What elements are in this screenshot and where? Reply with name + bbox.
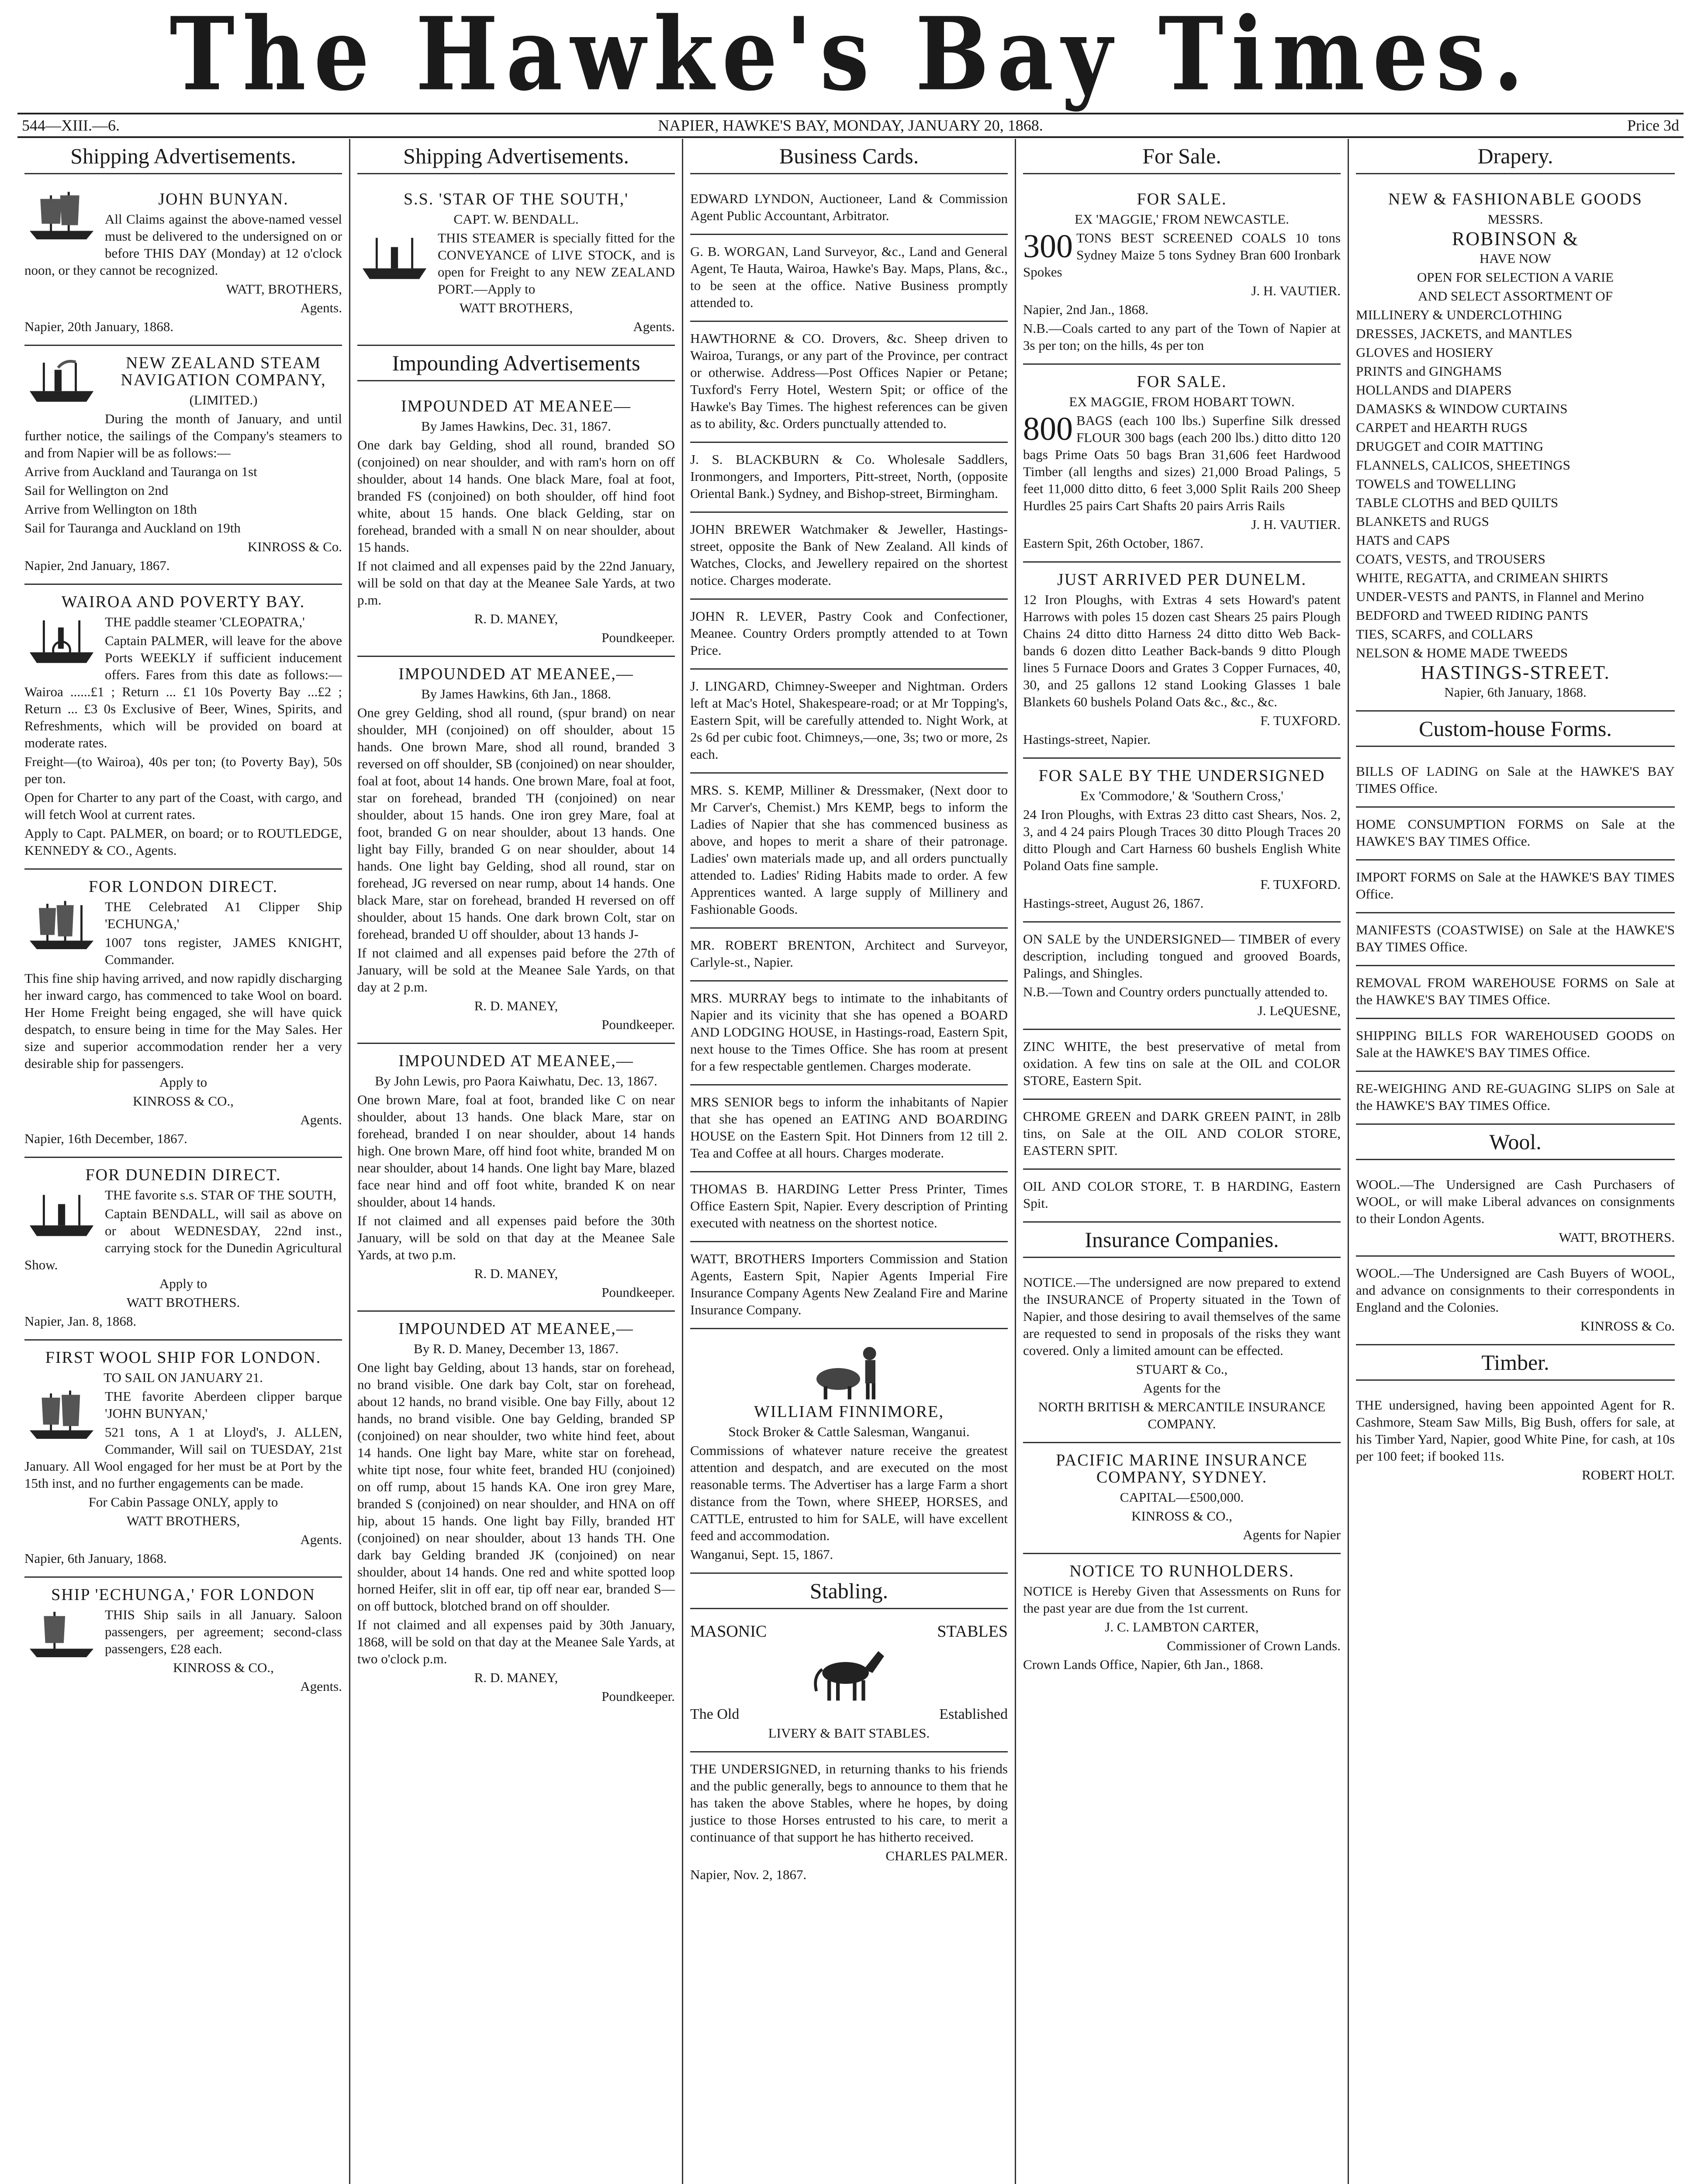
ad-signature: KINROSS & Co. (247, 539, 342, 554)
stables-row-1 (690, 1623, 1008, 1640)
ad-ship-name: THE favorite Aberdeen clipper barque 'JOHN BUNYAN,' (105, 1389, 342, 1421)
ad-body: THIS Ship sails in all January. Saloon passengers, per agreement; second-class passengers, £28 each. (105, 1607, 342, 1656)
drapery-item: FLANNELS, CALICOS, SHEETINGS (1356, 457, 1570, 473)
form-text: REMOVAL FROM WAREHOUSE FORMS on Sale at the HAWKE'S BAY TIMES Office. (1356, 975, 1675, 1007)
masthead-title: The Hawke's Bay Times. (169, 0, 1532, 114)
ad-line: Arrive from Wellington on 18th (24, 501, 197, 517)
ad-oil-color-store (1023, 1170, 1341, 1223)
ad-role: Agents for Napier (1243, 1527, 1341, 1542)
barque-icon (24, 1388, 99, 1444)
paddle-steamer-icon (24, 613, 99, 670)
ad-notice: If not claimed and all expenses paid before the 27th of January, will be sold at the Meanee Sale Yards, on that day at 2 p.m. (357, 945, 675, 995)
ad-dunelm (1023, 563, 1341, 759)
ad-role: Agents for the (1143, 1380, 1221, 1396)
ad-body: ON SALE by the UNDERSIGNED— TIMBER of every description, including tongued and grooved Boards, Palings, and Shingles. (1023, 931, 1341, 981)
ad-palmer-stables (690, 1752, 1008, 1893)
ad-title: JUST ARRIVED PER DUNELM. (1057, 570, 1307, 589)
ad-title: FOR SALE BY THE UNDERSIGNED (1038, 767, 1325, 785)
ad-role: Poundkeeper. (602, 630, 675, 645)
card-hawthorne (690, 322, 1008, 443)
ad-signature: R. D. MANEY, (474, 611, 558, 626)
ad-body: NOTICE is Hereby Given that Assessments on Runs for the past year are due from the 1st current. (1023, 1583, 1341, 1616)
dateline (17, 113, 1684, 138)
ad-role: Agents. (633, 319, 675, 334)
ad-body: One brown Mare, foal at foot, branded like C on near shoulder, about 13 hands. One black Mare, star on forehead, branded I on near shoulder, about 14 hands high. One brown Mare, off hind foot white, branded M on near shoulder, about 14 hands. One light bay Mare, blazed face near hind and off foot white, branded K on near shoulder, about 14 hands. (357, 1092, 675, 1209)
drapery-item: GLOVES and HOSIERY (1356, 345, 1494, 360)
drapery-item: MILLINERY & UNDERCLOTHING (1356, 307, 1563, 322)
form-text: MANIFESTS (COASTWISE) on Sale at the HAWKE'S BAY TIMES Office. (1356, 922, 1675, 954)
ad-signature: STUART & Co., (1136, 1362, 1228, 1377)
form-text: IMPORT FORMS on Sale at the HAWKE'S BAY TIMES Office. (1356, 869, 1675, 902)
ad-signature: J. H. VAUTIER. (1251, 517, 1341, 532)
stables-title: LIVERY & BAIT STABLES. (768, 1725, 930, 1741)
stables-label: MASONIC (690, 1622, 767, 1641)
card-senior (690, 1085, 1008, 1172)
ad-signature: WATT, BROTHERS, (226, 281, 342, 297)
ad-notice: If not claimed and all expenses paid by the 22nd January, will be sold on that day at the Meanee Sale Yards, at two p.m. (357, 558, 675, 608)
stables-label: STABLES (937, 1622, 1008, 1641)
ad-apply: For Cabin Passage ONLY, apply to (88, 1494, 278, 1510)
steamer-icon (357, 229, 432, 286)
ad-firm: ROBINSON & (1452, 228, 1579, 249)
card-text: MRS SENIOR begs to inform the inhabitants of Napier that she has opened an EATING AND BOARDING HOUSE on the Eastern Spit. Hot Dinners from 12 till 2. Tea and Coffee at all hours. Charges moderate. (690, 1094, 1008, 1161)
ad-body: ZINC WHITE, the best preservative of metal from oxidation. A few tins on sale at the OIL and COLOR STORE, Eastern Spit. (1023, 1039, 1341, 1088)
ad-date: Napier, 16th December, 1867. (24, 1131, 187, 1146)
card-text: MRS. MURRAY begs to intimate to the inhabitants of Napier and its vicinity that she has opened a BOARD AND LODGING HOUSE, in Hastings-road, Eastern Spit, next house to the Times Office. She has room at present for a few respectable gentlemen. Charges moderate. (690, 990, 1008, 1074)
ad-ship-echunga (24, 1578, 342, 1704)
ad-coals (1023, 182, 1341, 365)
ad-wool-kinross (1356, 1257, 1675, 1345)
drapery-item: COATS, VESTS, and TROUSERS (1356, 551, 1545, 567)
card-watt-brothers (690, 1242, 1008, 1329)
stables-label: Established (939, 1706, 1008, 1722)
card-brewer (690, 513, 1008, 600)
ad-body: WOOL.—The Undersigned are Cash Buyers of WOOL, and advance on consignments to their correspondents in England and the Colonies. (1356, 1265, 1675, 1315)
drapery-item: TABLE CLOTHS and BED QUILTS (1356, 495, 1559, 510)
section-heading: Shipping Advertisements. (357, 139, 675, 174)
drapery-item: TIES, SCARFS, and COLLARS (1356, 626, 1533, 642)
ad-body: NOTICE.—The undersigned are now prepared to extend the INSURANCE of Property situated in the Town of Napier, and those desiring to avail themselves of the same are requested to send in proposals of the risks they want covered. Only a limited amount can be effected. (1023, 1275, 1341, 1358)
card-lyndon (690, 182, 1008, 235)
issue-number: 544—XIII.—6. (22, 117, 120, 134)
ad-nz-steam-navigation (24, 346, 342, 585)
place-date: NAPIER, HAWKE'S BAY, MONDAY, JANUARY 20, 1868. (658, 117, 1043, 134)
card-text: G. B. WORGAN, Land Surveyor, &c., Land and General Agent, Te Hauta, Wairoa, Hawke's Bay. Maps, Plans, &c., to be seen at the office. Native Business promptly attended to. (690, 244, 1008, 310)
card-finnimore (690, 1329, 1008, 1574)
ad-signature: WATT BROTHERS, (126, 1513, 240, 1528)
ad-timber-lequesne (1023, 923, 1341, 1030)
ad-date: Napier, 20th January, 1868. (24, 319, 174, 334)
card-blackburn (690, 443, 1008, 513)
drapery-item: HOLLANDS and DIAPERS (1356, 382, 1512, 397)
column-shipping-2 (350, 139, 683, 2184)
ad-signature: CHARLES PALMER. (885, 1848, 1008, 1863)
ad-body: WOOL.—The Undersigned are Cash Purchasers of WOOL, or will make Liberal advances on consignments to their London Agents. (1356, 1177, 1675, 1226)
ad-ship-name: THE favorite s.s. STAR OF THE SOUTH, (105, 1187, 336, 1203)
ad-role: Commissioner of Crown Lands. (1167, 1638, 1341, 1653)
ad-signature: R. D. MANEY, (474, 1670, 558, 1685)
ad-open: OPEN FOR SELECTION A VARIE (1417, 270, 1614, 285)
ad-role: Agents. (300, 1532, 342, 1547)
ad-title: PACIFIC MARINE INSURANCE COMPANY, SYDNEY. (1056, 1451, 1308, 1486)
ad-date: Hastings-street, Napier. (1023, 732, 1151, 747)
ad-line: Arrive from Auckland and Tauranga on 1st (24, 464, 257, 479)
drapery-item: WHITE, REGATTA, and CRIMEAN SHIRTS (1356, 570, 1608, 585)
ad-signature: R. D. MANEY, (474, 1266, 558, 1281)
card-worgan (690, 235, 1008, 322)
ad-freight: Freight—(to Wairoa), 40s per ton; (to Poverty Bay), 50s per ton. (24, 754, 342, 786)
drapery-item: HATS and CAPS (1356, 532, 1450, 548)
ad-signature: ROBERT HOLT. (1582, 1467, 1675, 1482)
ad-signature: J. H. VAUTIER. (1251, 283, 1341, 298)
ad-title: S.S. 'STAR OF THE SOUTH,' (404, 190, 629, 208)
ad-body: During the month of January, and until further notice, the sailings of the Company's steamers to and from Napier will be as follows:— (24, 411, 342, 460)
drapery-item: UNDER-VESTS and PANTS, in Flannel and Merino (1356, 589, 1644, 604)
ad-master: 1007 tons register, JAMES KNIGHT, Commander. (105, 935, 342, 967)
ad-pacific-marine (1023, 1443, 1341, 1554)
ad-robinson-drapery (1356, 182, 1675, 712)
ad-ship-name: THE paddle steamer 'CLEOPATRA,' (105, 614, 305, 629)
ad-role: Agents. (300, 300, 342, 315)
drapery-item: CARPET and HEARTH RUGS (1356, 420, 1528, 435)
ad-title: NEW & FASHIONABLE GOODS (1388, 190, 1642, 208)
ad-body: BAGS (each 100 lbs.) Superfine Silk dressed FLOUR 300 bags (each 200 lbs.) ditto ditto 120 bags Prime Oats 50 bags Bran 31,606 feet Hardwood Timber (all lengths and sizes) 21,000 Broad Palings, 5 feet 11,000 ditto ditto, 6 feet 3,000 Split Rails 200 Sheep Hurdles 25 pairs Cart Shafts 20 pairs Arris Rails (1023, 413, 1341, 513)
ad-by: By John Lewis, pro Paora Kaiwhatu, Dec. 13, 1867. (375, 1073, 657, 1089)
ad-charter: Open for Charter to any part of the Coast, with cargo, and will fetch Wool at current rates. (24, 790, 342, 822)
ad-body: Commissions of whatever nature receive the greatest attention and despatch, and are executed on the most reasonable terms. The Advertiser has a large Farm a short distance from the Town, where SHEEP, HORSES, and CATTLE, entrusted to him for SALE, will have excellent feed and accommodation. (690, 1443, 1008, 1543)
ad-body: CHROME GREEN and DARK GREEN PAINT, in 28lb tins, on Sale at the OIL AND COLOR STORE, EASTERN SPIT. (1023, 1109, 1341, 1158)
form-text: HOME CONSUMPTION FORMS on Sale at the HAWKE'S BAY TIMES Office. (1356, 816, 1675, 849)
card-lever (690, 600, 1008, 670)
ad-title: FOR SALE. (1137, 190, 1227, 208)
ad-by: By James Hawkins, Dec. 31, 1867. (421, 418, 611, 434)
ad-title: FOR DUNEDIN DIRECT. (85, 1166, 281, 1184)
ad-title: NEW ZEALAND STEAM NAVIGATION COMPANY, (121, 354, 326, 389)
card-text: MRS. S. KEMP, Milliner & Dressmaker, (Next door to Mr Carver's, Chemist.) Mrs KEMP, begs to inform the Ladies of Napier that she has commenced business as above, and hopes to merit a share of their patronage. Ladies' own materials made up, and all orders punctually attended to. Ladies' Riding Habits made to order. A few Apprentices wanted. A large supply of Millinery and Fashionable Goods. (690, 782, 1008, 917)
ad-wairoa-poverty-bay (24, 585, 342, 870)
stockman-icon (806, 1335, 893, 1401)
ad-body: Captain BENDALL, will sail as above on or about WEDNESDAY, 22nd inst., carrying stock for the Dunedin Agricultural Show. (24, 1206, 342, 1272)
stables-label: The Old (690, 1706, 740, 1722)
ad-tuxford-ploughs (1023, 759, 1341, 923)
ad-body: Captain PALMER, will leave for the above Ports WEEKLY if sufficient inducement offers. Fares from this date as follows:— Wairoa ......£1 ; Return ... £1 10s Poverty Bay ...£2 ; Return ... £3 0s Exclusive of Beer, Wines, Spirits, and Refreshments, which will be provided on board at moderate rates. (24, 633, 342, 750)
drapery-item: DAMASKS & WINDOW CURTAINS (1356, 401, 1568, 416)
section-heading: For Sale. (1023, 139, 1341, 174)
masthead (0, 0, 1701, 114)
card-brenton (690, 929, 1008, 981)
section-heading: Shipping Advertisements. (24, 139, 342, 174)
form-import (1356, 860, 1675, 913)
ad-signature: KINROSS & CO., (133, 1093, 234, 1109)
ad-company: NORTH BRITISH & MERCANTILE INSURANCE COMPANY. (1038, 1399, 1326, 1431)
ad-title: SHIP 'ECHUNGA,' FOR LONDON (51, 1586, 315, 1604)
section-heading: Timber. (1356, 1345, 1675, 1381)
ad-date: Eastern Spit, 26th October, 1867. (1023, 536, 1203, 551)
ad-wool-watt (1356, 1168, 1675, 1257)
form-removal (1356, 966, 1675, 1019)
ad-body: TONS BEST SCREENED COALS 10 tons Sydney Maize 5 tons Sydney Bran 600 Ironbark Spokes (1023, 230, 1341, 280)
ad-line: Sail for Wellington on 2nd (24, 483, 169, 498)
ad-body: OIL AND COLOR STORE, T. B HARDING, Eastern Spit. (1023, 1178, 1341, 1211)
drapery-item: BLANKETS and RUGS (1356, 514, 1489, 529)
ad-body: THIS STEAMER is specially fitted for the CONVEYANCE of LIVE STOCK, and is open for Freight to any NEW ZEALAND PORT.—Apply to (438, 230, 675, 297)
ad-body: THE undersigned, having been appointed Agent for R. Cashmore, Steam Saw Mills, Big Bush, offers for sale, at his Timber Yard, Napier, good White Pine, for cash, at 10s per 100 feet; if booked 11s. (1356, 1397, 1675, 1464)
section-heading: Impounding Advertisements (357, 346, 675, 381)
ad-body: This fine ship having arrived, and now rapidly discharging her inward cargo, has commenced to take Wool on board. Her Home Freight being engaged, she will have quick despatch, to ensure being in time for the May Sales. Her size and superior accommodation render her a very desirable ship for passengers. (24, 971, 342, 1071)
ad-signature: KINROSS & CO., (1131, 1508, 1232, 1524)
ad-subtitle: EX 'MAGGIE,' FROM NEWCASTLE. (1075, 211, 1289, 227)
ad-signature: WATT BROTHERS. (126, 1295, 240, 1310)
column-business-cards (683, 139, 1016, 2184)
ad-subtitle: (LIMITED.) (189, 392, 258, 408)
ad-title: FOR SALE. (1137, 373, 1227, 391)
ad-apply: Apply to (159, 1276, 207, 1291)
ad-notice: If not claimed and all expenses paid by 30th January, 1868, will be sold on that day at the Meanee Sale Yards, at two o'clock p.m. (357, 1617, 675, 1666)
card-text: WATT, BROTHERS Importers Commission and Station Agents, Eastern Spit, Napier Agents Imperial Fire Insurance Company Agents New Zealand Fire and Marine Insurance Company. (690, 1251, 1008, 1317)
card-harding (690, 1172, 1008, 1242)
column-drapery (1349, 139, 1682, 2184)
card-text: HAWTHORNE & CO. Drovers, &c. Sheep driven to Wairoa, Turangs, or any part of the Province, per contract or otherwise. Address—Post Offices Napier or Petane; Tuxford's Ferry Hotel, Western Spit; or office of the Hawke's Bay Times. The highest references can be given as to ability, &c. Orders punctually attended to. (690, 331, 1008, 431)
card-text: EDWARD LYNDON, Auctioneer, Land & Commission Agent Public Accountant, Arbitrator. (690, 191, 1008, 223)
ad-role: Poundkeeper. (602, 1017, 675, 1032)
form-text: SHIPPING BILLS FOR WAREHOUSED GOODS on Sale at the HAWKE'S BAY TIMES Office. (1356, 1028, 1675, 1060)
ad-title: JOHN BUNYAN. (158, 190, 289, 208)
ad-title: IMPOUNDED AT MEANEE,— (398, 1320, 634, 1338)
ad-title: WILLIAM FINNIMORE, (754, 1403, 944, 1421)
ad-title: FOR LONDON DIRECT. (88, 878, 278, 896)
ad-london-direct (24, 870, 342, 1158)
ship-icon (24, 1606, 99, 1663)
ad-impounded-4 (357, 1312, 675, 1714)
column-shipping-1 (17, 139, 350, 2184)
ad-apply: Apply to Capt. PALMER, on board; or to ROUTLEDGE, KENNEDY & CO., Agents. (24, 826, 342, 858)
card-text: JOHN R. LEVER, Pastry Cook and Confectioner, Meanee. Country Orders promptly attended to at Town Price. (690, 608, 1008, 658)
ad-role: Poundkeeper. (602, 1689, 675, 1704)
ad-note: N.B.—Coals carted to any part of the Town of Napier at 3s per ton; on the hills, 4s per ton (1023, 321, 1341, 353)
ship-icon (24, 188, 99, 245)
section-heading: Drapery. (1356, 139, 1675, 174)
ad-line: Sail for Tauranga and Auckland on 19th (24, 520, 241, 536)
ad-role: Agents. (300, 1112, 342, 1127)
ad-subtitle: Stock Broker & Cattle Salesman, Wanganui. (728, 1424, 970, 1439)
drapery-item: TOWELS and TOWELLING (1356, 476, 1516, 491)
form-shipping-bills (1356, 1019, 1675, 1072)
ad-title: IMPOUNDED AT MEANEE,— (398, 665, 634, 683)
ad-signature: KINROSS & Co. (1580, 1318, 1675, 1334)
ad-title: FIRST WOOL SHIP FOR LONDON. (45, 1348, 322, 1367)
ad-date: Napier, 6th January, 1868. (1444, 684, 1587, 700)
ad-signature: J. C. LAMBTON CARTER, (1105, 1619, 1259, 1635)
ad-zinc-white (1023, 1030, 1341, 1100)
drapery-item: DRESSES, JACKETS, and MANTLES (1356, 326, 1573, 341)
ad-body: One light bay Gelding, about 13 hands, star on forehead, no brand visible. One dark bay Colt, star on forehead, about 12 hands, no brand visible. One bay Filly, about 12 hands, no brand visible. One bay Gelding, branded SP (conjoined) on near shoulder, two white hind feet, about 14 hands. One light bay Mare, white star on forehead, white tipt nose, four white feet, branded HU (conjoined) on off rump, about 15 hands KA. One iron grey Mare, branded S (conjoined) on near shoulder, and HNA on off hip, about 15 hands. One light bay Filly, branded HT (conjoined) on near shoulder, about 13 hands TH. One dark bay Gelding branded JK (conjoined) on near shoulder, about 14 hands. One red and white spotted loop horned Heifer, slit in off ear, tip off near ear, branded S— on off buttock, blotched brand on off shoulder. (357, 1360, 675, 1614)
ad-ship-name: THE Celebrated A1 Clipper Ship 'ECHUNGA,' (105, 899, 342, 931)
card-murray (690, 981, 1008, 1085)
columns (17, 139, 1684, 2184)
ad-title: IMPOUNDED AT MEANEE,— (398, 1052, 634, 1070)
ad-apply: Apply to (159, 1075, 207, 1090)
ad-runholders (1023, 1554, 1341, 1683)
ad-body: All Claims against the above-named vessel must be delivered to the undersigned on or before THIS DAY (Monday) at 12 o'clock noon, or they cannot be recognized. (24, 211, 342, 278)
ad-date: Napier, 2nd January, 1867. (24, 558, 170, 573)
column-for-sale (1016, 139, 1349, 2184)
ad-body: 24 Iron Ploughs, with Extras 23 ditto cast Shears, Nos. 2, 3, and 4 24 pairs Plough Traces 30 ditto Plough Traces 20 ditto Plough and Cart Harness 60 bushels English White Poland Oats fine sample. (1023, 807, 1341, 873)
ad-signature: WATT BROTHERS, (459, 300, 573, 315)
ad-master: CAPT. W. BENDALL. (453, 211, 579, 227)
ad-body: 12 Iron Ploughs, with Extras 4 sets Howard's patent Harrows with poles 15 dozen cast Shears 25 pairs Plough Chains 24 ditto ditto Harness 24 ditto ditto Web Back-bands 6 dozen ditto Leather Back-bands 9 ditto Plough lines 5 Furnace Doors and Grates 3 Copper Furnaces, 40, 30, and 25 gallons 12 stand Looking Glasses 1 bale Blankets 60 bushels Poland Oats &c., &c., &c. (1023, 592, 1341, 709)
ad-star-of-the-south (357, 182, 675, 346)
ad-have: HAVE NOW (1480, 251, 1551, 266)
ad-impounded-3 (357, 1044, 675, 1312)
ad-and: AND SELECT ASSORTMENT OF (1418, 288, 1613, 304)
drapery-item: NELSON & HOME MADE TWEEDS (1356, 645, 1568, 660)
ad-title: IMPOUNDED AT MEANEE— (401, 397, 631, 415)
drapery-item: BEDFORD and TWEED RIDING PANTS (1356, 608, 1589, 623)
ad-signature: F. TUXFORD. (1260, 713, 1341, 728)
ad-timber-holt (1356, 1389, 1675, 1493)
section-heading: Business Cards. (690, 139, 1008, 174)
ad-note: N.B.—Town and Country orders punctually attended to. (1023, 984, 1328, 999)
ad-big-number: 800 (1023, 411, 1073, 447)
ad-signature: KINROSS & CO., (173, 1660, 274, 1675)
price: Price 3d (1627, 117, 1679, 134)
ad-signature: R. D. MANEY, (474, 998, 558, 1013)
ad-dunedin-direct (24, 1158, 342, 1341)
ad-north-british (1023, 1266, 1341, 1443)
form-bills-of-lading (1356, 755, 1675, 808)
ad-title: WAIROA AND POVERTY BAY. (61, 593, 305, 611)
ad-date: Napier, 6th January, 1868. (24, 1551, 167, 1566)
ad-by: By R. D. Maney, December 13, 1867. (414, 1341, 619, 1356)
card-text: J. LINGARD, Chimney-Sweeper and Nightman. Orders left at Mac's Hotel, Shakespeare-road; or at Mr Topping's, Eastern Spit, will be carefully attended to. Night Work, at 2s 6d per cubic foot. Chimneys,—one, 3s; two or more, 2s each. (690, 678, 1008, 762)
ad-date: Crown Lands Office, Napier, 6th Jan., 1868. (1023, 1657, 1264, 1672)
horse-icon (806, 1640, 893, 1706)
drapery-item: PRINTS and GINGHAMS (1356, 363, 1502, 379)
ad-first-wool-ship (24, 1341, 342, 1578)
ad-body: One dark bay Gelding, shod all round, branded SO (conjoined) on near shoulder, and with ram's horn on off shoulder, about 14 hands. One black Mare, foal at foot, branded FS (conjoined) on both shoulder, off hind foot white, about 15 hands. One black Gelding, star on forehead, branded with a small N on near shoulder, about 15 hands. (357, 437, 675, 555)
ad-body: THE UNDERSIGNED, in returning thanks to his friends and the public generally, begs to announce to them that he has taken the above Stables, where he hopes, by doing justice to those Horses entrusted to his care, to merit a continuance of that support he has hitherto received. (690, 1761, 1008, 1845)
ad-by: By James Hawkins, 6th Jan., 1868. (421, 686, 611, 702)
ad-capital: CAPITAL—£500,000. (1120, 1489, 1244, 1505)
form-home-consumption (1356, 808, 1675, 860)
card-text: J. S. BLACKBURN & Co. Wholesale Saddlers, Ironmongers, and Importers, Pitt-street, North, (opposite Oriental Bank.) Sydney, and Bishop-street, Birmingham. (690, 452, 1008, 501)
card-text: THOMAS B. HARDING Letter Press Printer, Times Office Eastern Spit, Napier. Every description of Printing executed with neatness on the shortest notice. (690, 1181, 1008, 1230)
steamer-icon (24, 352, 99, 409)
steamer-icon (24, 1186, 99, 1243)
stables-row-2 (690, 1706, 1008, 1723)
form-text: RE-WEIGHING AND RE-GUAGING SLIPS on Sale at the HAWKE'S BAY TIMES Office. (1356, 1081, 1675, 1113)
ad-flour (1023, 365, 1341, 563)
ad-street: HASTINGS-STREET. (1421, 662, 1610, 683)
ad-signature: WATT, BROTHERS. (1559, 1230, 1675, 1245)
card-lingard (690, 670, 1008, 774)
card-text: JOHN BREWER Watchmaker & Jeweller, Hastings-street, opposite the Bank of New Zealand. All kinds of Watches, Clocks, and Jewellery repaired on the shortest notice. Charges moderate. (690, 522, 1008, 588)
ad-masonic-stables (690, 1617, 1008, 1752)
ad-role: Agents. (300, 1679, 342, 1694)
ad-subtitle: Ex 'Commodore,' & 'Southern Cross,' (1080, 788, 1283, 803)
section-heading: Stabling. (690, 1574, 1008, 1609)
form-text: BILLS OF LADING on Sale at the HAWKE'S BAY TIMES Office. (1356, 764, 1675, 796)
ad-notice: If not claimed and all expenses paid before the 30th January, will be sold on that day at the Meanee Sale Yards, at two p.m. (357, 1213, 675, 1262)
card-text: MR. ROBERT BRENTON, Architect and Surveyor, Carlyle-st., Napier. (690, 937, 1008, 970)
form-manifests (1356, 913, 1675, 966)
ad-date: Napier, Jan. 8, 1868. (24, 1313, 137, 1329)
ad-date: Napier, Nov. 2, 1867. (690, 1867, 807, 1882)
section-heading: Wool. (1356, 1125, 1675, 1160)
ad-messrs: MESSRS. (1487, 211, 1543, 227)
ad-john-bunyan-claims (24, 182, 342, 346)
section-heading: Custom-house Forms. (1356, 712, 1675, 747)
ad-subtitle: EX MAGGIE, FROM HOBART TOWN. (1069, 394, 1295, 409)
ad-date: Hastings-street, August 26, 1867. (1023, 895, 1204, 911)
ad-signature: J. LeQUESNE, (1257, 1003, 1341, 1018)
section-heading: Insurance Companies. (1023, 1223, 1341, 1258)
ad-title: NOTICE TO RUNHOLDERS. (1069, 1562, 1294, 1580)
ad-subtitle: TO SAIL ON JANUARY 21. (104, 1370, 263, 1385)
ad-chrome-green (1023, 1100, 1341, 1170)
ad-impounded-2 (357, 657, 675, 1044)
ad-date: Napier, 2nd Jan., 1868. (1023, 302, 1149, 317)
ad-body: One grey Gelding, shod all round, (spur brand) on near shoulder, MH (conjoined) on off shoulder, about 15 hands. One brown Mare, shod all round, branded 3 reversed on off shoulder, SB (conjoined) on near shoulder, foal at foot, about 14 hands. One brown Mare, foal at foot, star on forehead, branded TH (conjoined) on near shoulder, about 15 hands. One iron grey Mare, foal at foot, branded G on near shoulder, about 13 hands. One light bay Filly, branded G on near shoulder, about 14 hands. One light bay Gelding, shod all round, star on forehead, JG reversed on near rump, about 14 hands. One black Mare, star on forehead, branded H reversed on off shoulder, about 15 hands. One dark brown Colt, star on forehead, branded U off shoulder, about 13 hands J- (357, 705, 675, 942)
ad-big-number: 300 (1023, 228, 1073, 265)
ad-signature: F. TUXFORD. (1260, 877, 1341, 892)
ad-role: Poundkeeper. (602, 1285, 675, 1300)
ad-impounded-1 (357, 389, 675, 657)
drapery-item: DRUGGET and COIR MATTING (1356, 439, 1544, 454)
ad-date: Wanganui, Sept. 15, 1867. (690, 1547, 833, 1562)
card-kemp (690, 774, 1008, 929)
ad-body: 521 tons, A 1 at Lloyd's, J. ALLEN, Commander, Will sail on TUESDAY, 21st January. All Wool engaged for her must be at Port by the 15th inst, and no further engagements can be made. (24, 1424, 342, 1491)
form-re-weighing (1356, 1072, 1675, 1125)
clipper-ship-icon (24, 898, 99, 955)
